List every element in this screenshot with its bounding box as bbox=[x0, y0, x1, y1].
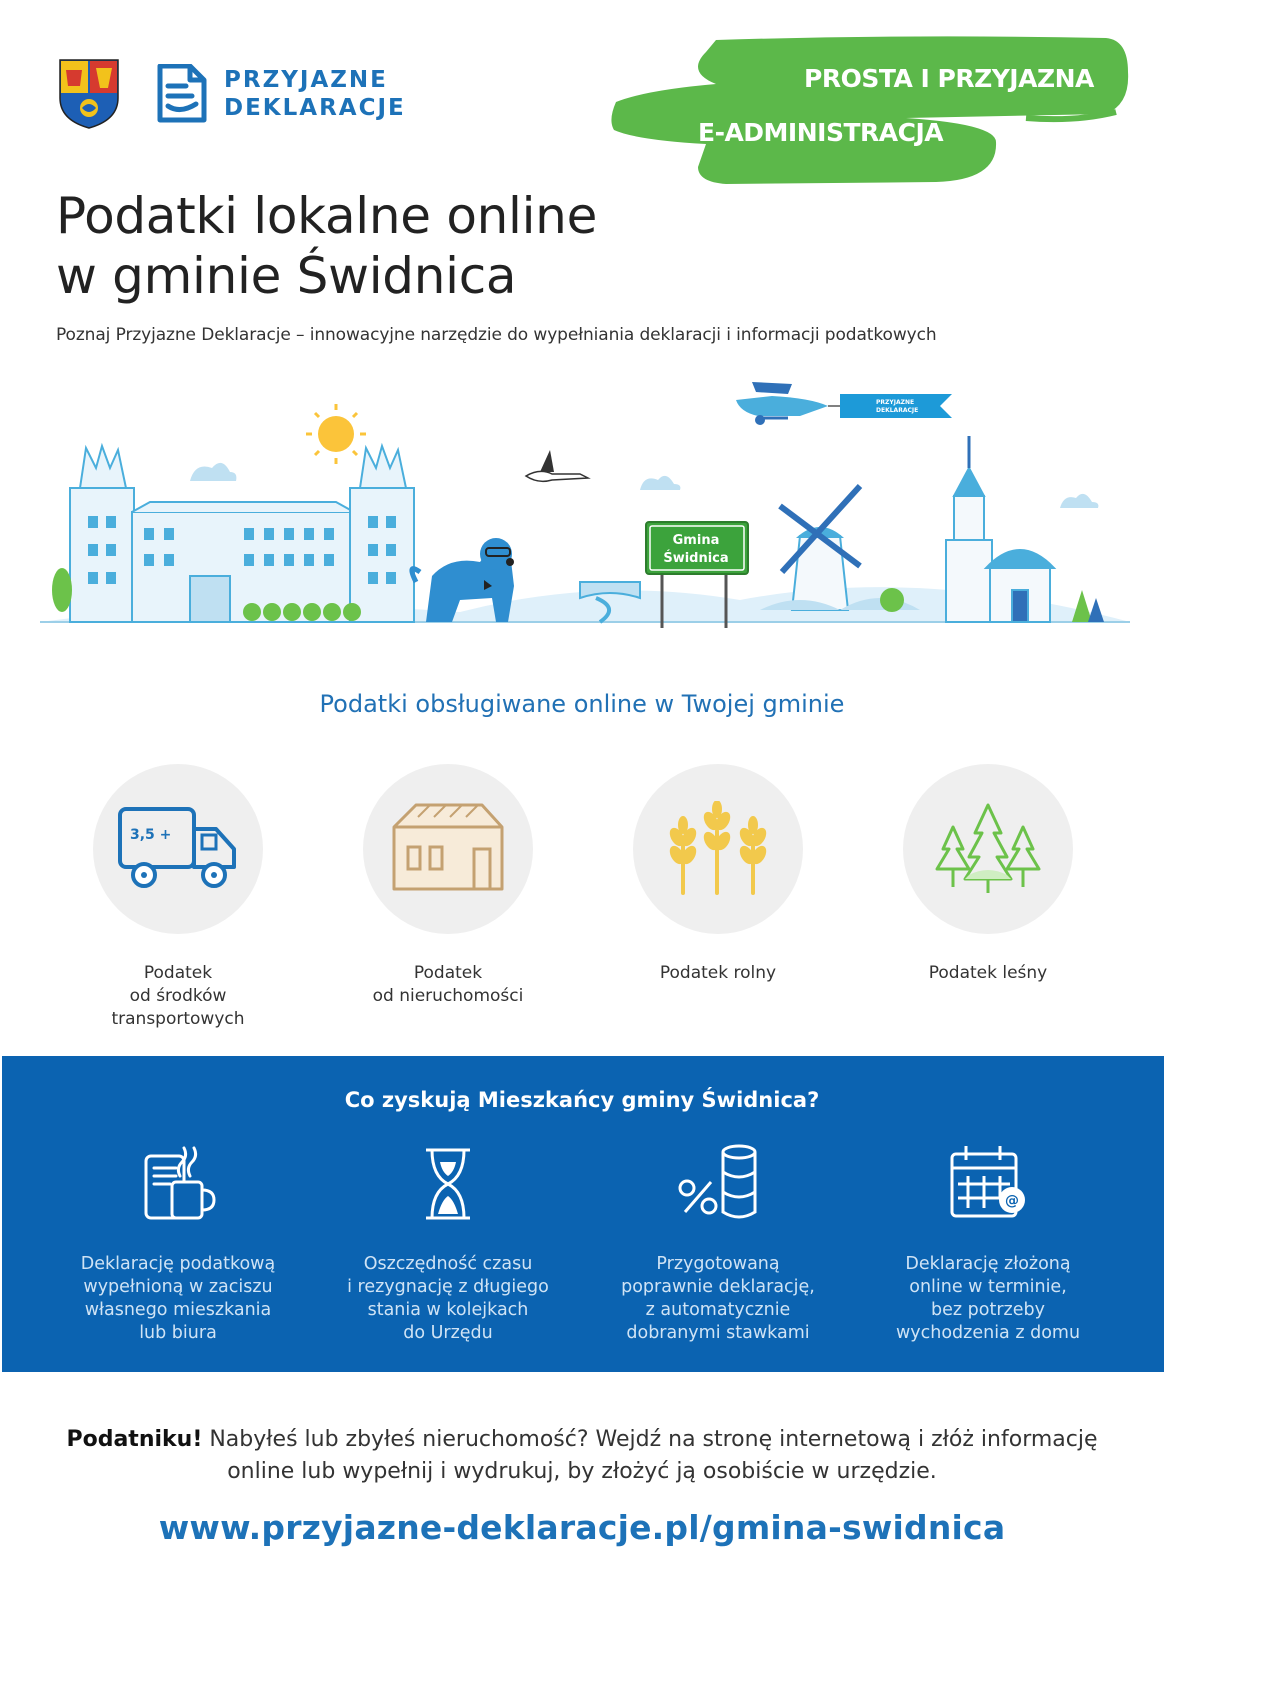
tax-circle-transport bbox=[93, 764, 263, 934]
banner-line-1: PRZYJAZNE bbox=[876, 399, 915, 406]
page-subtitle: Poznaj Przyjazne Deklaracje – innowacyjne narzędzie do wypełniania deklaracji i informacji podatkowych bbox=[56, 325, 937, 345]
wheat-icon bbox=[663, 801, 773, 897]
tax-circle-forest bbox=[903, 764, 1073, 934]
website-link[interactable]: www.przyjazne-deklaracje.pl/gmina-swidnica bbox=[158, 1508, 1006, 1547]
footer-bold: Podatniku! bbox=[66, 1427, 203, 1452]
title-line-2: w gminie Świdnica bbox=[56, 247, 517, 305]
hourglass-icon bbox=[406, 1142, 490, 1226]
benefit-text-time: Oszczędność czasu i rezygnację z długiego stania w kolejkach do Urzędu bbox=[347, 1254, 549, 1343]
sign-line-1: Gmina bbox=[672, 533, 720, 548]
church-illustration bbox=[946, 436, 1054, 622]
house-icon bbox=[390, 801, 506, 897]
tax-label-agricultural: Podatek rolny bbox=[659, 963, 777, 983]
tax-label-property: Podatek od nieruchomości bbox=[372, 963, 524, 1006]
taxes-section-title: Podatki obsługiwane online w Twojej gminie bbox=[319, 690, 845, 718]
banner-line-2: DEKLARACJE bbox=[876, 407, 919, 414]
benefit-text-online: Deklarację złożoną online w terminie, bez potrzeby wychodzenia z domu bbox=[895, 1254, 1081, 1343]
brand-line-1: PRZYJAZNE bbox=[224, 67, 388, 93]
dog-mascot-illustration bbox=[412, 538, 514, 622]
plane-with-banner-illustration bbox=[736, 382, 952, 425]
benefit-text-auto: Przygotowaną poprawnie deklarację, z automatycznie dobranymi stawkami bbox=[621, 1254, 815, 1343]
sign-line-2: Świdnica bbox=[663, 551, 729, 566]
slogan-line-2: E-ADMINISTRACJA bbox=[698, 118, 944, 147]
brand-name bbox=[224, 66, 406, 122]
benefits-title: Co zyskują Mieszkańcy gminy Świdnica? bbox=[344, 1088, 820, 1112]
tablet-mug-icon bbox=[136, 1142, 220, 1226]
sun-icon bbox=[306, 404, 366, 464]
palace-illustration bbox=[70, 446, 414, 622]
przyjazne-deklaracje-logo-icon bbox=[156, 64, 208, 124]
trees-icon bbox=[933, 801, 1043, 897]
footer-body: Nabyłeś lub zbyłeś nieruchomość? Wejdź na stronę internetową i złóż informację online lub wypełnij i wydrukuj, by złożyć ją osobiście w urzędzie. bbox=[202, 1427, 1098, 1484]
title-line-1: Podatki lokalne online bbox=[56, 187, 598, 245]
svg-text:@: @ bbox=[1005, 1193, 1019, 1209]
page-title bbox=[56, 186, 597, 306]
town-illustration bbox=[40, 376, 1130, 656]
benefit-icon-wrapper-auto bbox=[673, 1142, 763, 1226]
benefit-text-home: Deklarację podatkową wypełnioną w zaciszu własnego mieszkania lub biura bbox=[80, 1254, 276, 1343]
brand-line-2: DEKLARACJE bbox=[224, 95, 406, 121]
tax-circle-property bbox=[363, 764, 533, 934]
truck-badge: 3,5 + bbox=[130, 827, 172, 843]
calendar-at-icon bbox=[946, 1142, 1030, 1226]
benefit-icon-wrapper-time bbox=[403, 1142, 493, 1226]
truck-icon bbox=[114, 801, 242, 897]
coat-of-arms-logo bbox=[58, 58, 120, 130]
percent-database-icon bbox=[673, 1142, 763, 1226]
tax-label-forest: Podatek leśny bbox=[928, 963, 1048, 983]
tax-circle-agricultural bbox=[633, 764, 803, 934]
footer-message bbox=[60, 1424, 1104, 1488]
tax-label-transport: Podatek od środków transportowych bbox=[111, 963, 245, 1029]
benefit-icon-wrapper-home bbox=[133, 1142, 223, 1226]
slogan-line-1: PROSTA I PRZYJAZNA bbox=[804, 64, 1094, 93]
benefit-icon-wrapper-online bbox=[943, 1142, 1033, 1226]
slogan-brush-stroke bbox=[606, 32, 1136, 192]
